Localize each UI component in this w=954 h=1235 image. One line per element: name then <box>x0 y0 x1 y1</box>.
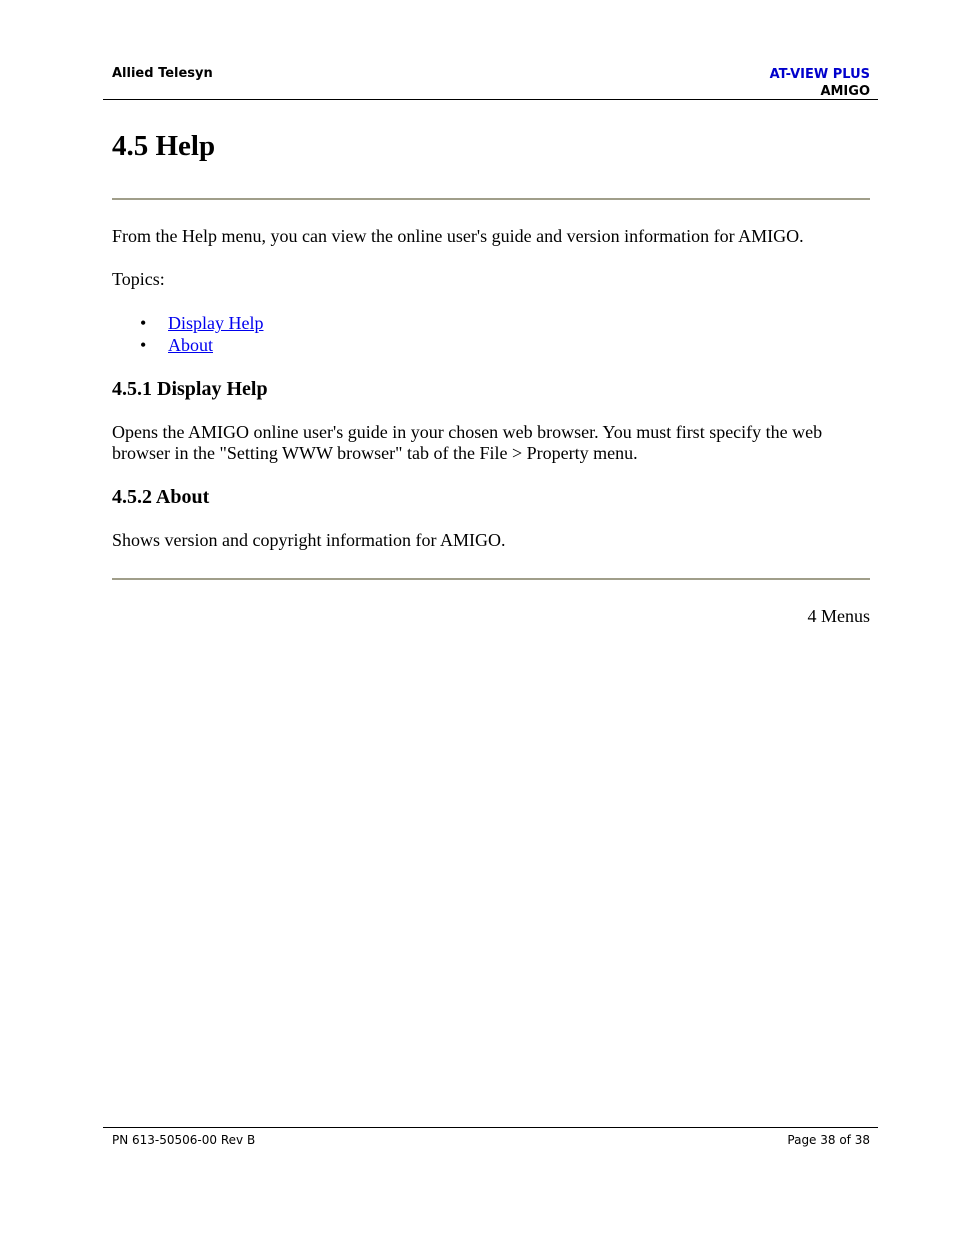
subsection-title-display-help: 4.5.1 Display Help <box>112 378 268 400</box>
header-module: AMIGO <box>820 84 870 99</box>
subsection-body-about: Shows version and copyright information for AMIGO. <box>112 530 506 550</box>
footer-page-number: Page 38 of 38 <box>787 1133 870 1147</box>
link-display-help[interactable]: Display Help <box>168 313 264 333</box>
bottom-divider <box>112 578 870 580</box>
top-divider <box>112 198 870 200</box>
intro-paragraph: From the Help menu, you can view the online user's guide and version information for AMIGO. <box>112 226 804 246</box>
page-header <box>103 64 878 100</box>
footer-part-number: PN 613-50506-00 Rev B <box>112 1133 256 1147</box>
main-content <box>112 126 870 627</box>
bullet-icon: • <box>140 335 147 355</box>
subsection-body-display-help: Opens the AMIGO online user's guide in your chosen web browser. You must first specify the web browser in the "Setting WWW browser" tab of the File > Property menu. <box>112 422 823 463</box>
topics-label: Topics: <box>112 269 165 289</box>
header-product: AT-VIEW PLUS <box>769 67 870 82</box>
subsection-title-about: 4.5.2 About <box>112 486 210 508</box>
bullet-icon: • <box>140 313 147 333</box>
page-footer <box>103 1127 878 1147</box>
list-item <box>112 312 870 334</box>
list-item <box>112 334 870 356</box>
section-title: 4.5 Help <box>112 130 216 162</box>
header-product-block <box>770 66 870 100</box>
chapter-label: 4 Menus <box>807 606 870 626</box>
header-company: Allied Telesyn <box>112 66 213 81</box>
link-about[interactable]: About <box>168 335 213 355</box>
topic-list <box>112 312 870 356</box>
